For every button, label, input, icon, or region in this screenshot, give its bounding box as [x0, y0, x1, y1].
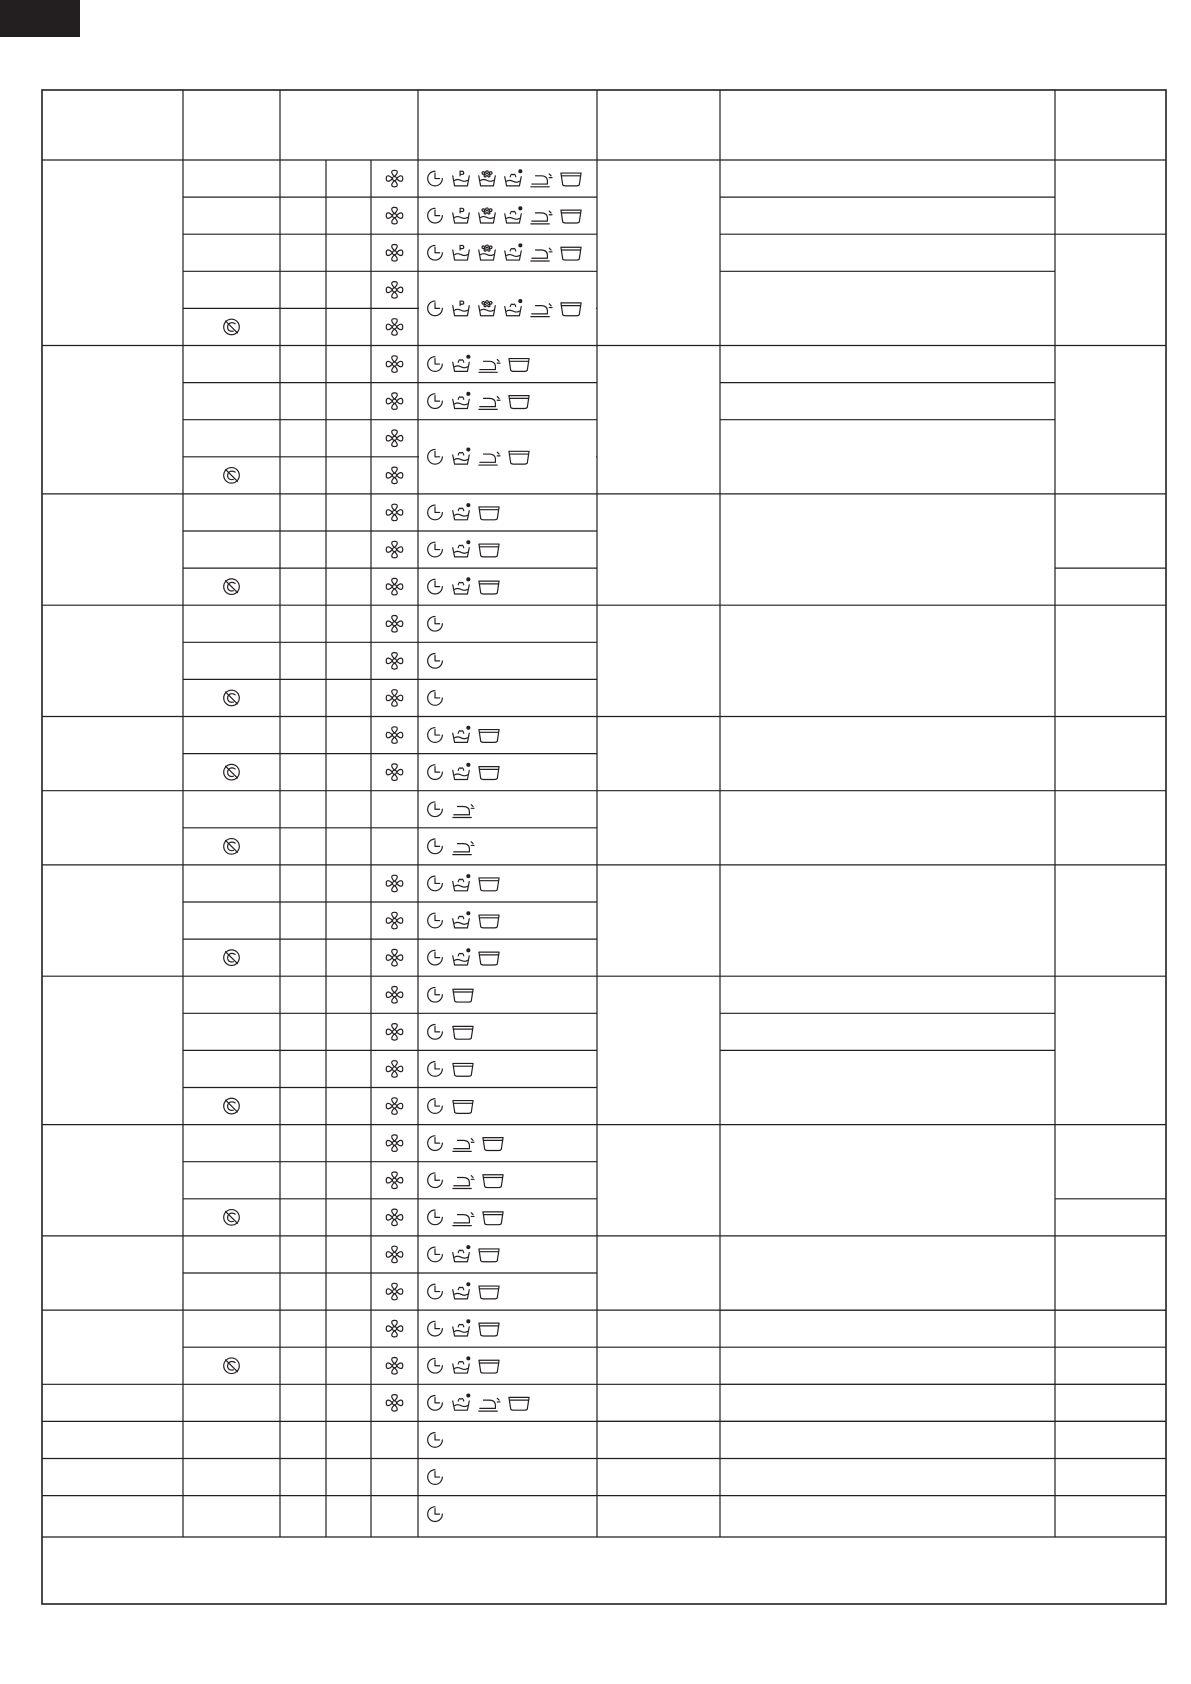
clock-icon	[428, 1099, 443, 1114]
rinse-plus-icon	[453, 355, 471, 372]
fan-icon	[386, 1098, 403, 1115]
fan-icon	[386, 949, 403, 966]
drum-icon	[479, 767, 499, 780]
rinse-plus-icon	[453, 503, 471, 520]
rinse-plus-icon	[453, 726, 471, 743]
fan-icon	[386, 1135, 403, 1152]
drum-icon	[453, 1101, 473, 1114]
drum-icon	[479, 1360, 499, 1373]
iron-icon	[453, 842, 474, 855]
clock-icon	[428, 1284, 443, 1299]
iron-icon	[479, 1398, 500, 1411]
no-prewash-icon	[224, 690, 240, 706]
fan-icon	[386, 1320, 403, 1337]
rinse-plus-icon	[453, 392, 471, 409]
fan-icon	[386, 356, 403, 373]
clock-icon	[428, 542, 443, 557]
fan-icon	[386, 1395, 403, 1412]
clock-icon	[428, 1396, 443, 1411]
rinse-plus-icon	[505, 206, 523, 223]
clock-icon	[428, 616, 443, 631]
clock-icon	[428, 950, 443, 965]
fan-icon	[386, 690, 403, 707]
fan-icon	[386, 764, 403, 781]
no-prewash-icon	[224, 764, 240, 780]
rinse-plus-icon	[453, 763, 471, 780]
fan-icon	[386, 170, 403, 187]
clock-icon	[428, 171, 443, 186]
drum-icon	[453, 1026, 473, 1039]
rinse-plus-icon	[453, 948, 471, 965]
fan-icon	[386, 1061, 403, 1078]
no-prewash-icon	[224, 579, 240, 595]
fan-icon	[386, 653, 403, 670]
drum-icon	[479, 878, 499, 891]
clock-icon	[428, 1173, 443, 1188]
drum-icon	[479, 507, 499, 520]
iron-icon	[453, 805, 474, 818]
clock-icon	[428, 1210, 443, 1225]
clock-icon	[428, 505, 443, 520]
iron-icon	[453, 1176, 474, 1189]
clock-icon	[428, 654, 443, 669]
drum-icon	[561, 247, 581, 260]
fan-icon	[386, 1358, 403, 1375]
drum-icon	[509, 396, 529, 409]
fan-icon	[386, 912, 403, 929]
clock-icon	[428, 1247, 443, 1262]
clock-icon	[428, 579, 443, 594]
drum-icon	[479, 952, 499, 965]
drum-icon	[479, 915, 499, 928]
drum-icon	[479, 730, 499, 743]
clock-icon	[428, 1321, 443, 1336]
fan-icon	[386, 504, 403, 521]
rinse-plus-icon	[505, 169, 523, 186]
fan-icon	[386, 1283, 403, 1300]
fan-icon	[386, 1209, 403, 1226]
iron-icon	[479, 397, 500, 410]
fan-icon	[386, 245, 403, 262]
no-prewash-icon	[224, 950, 240, 966]
drum-icon	[561, 210, 581, 223]
no-prewash-icon	[224, 1210, 240, 1226]
rinse-plus-icon	[453, 1356, 471, 1373]
clock-icon	[428, 1025, 443, 1040]
clock-icon	[428, 245, 443, 260]
iron-icon	[453, 1139, 474, 1152]
clock-icon	[428, 839, 443, 854]
fan-icon	[386, 727, 403, 744]
intensive-icon	[479, 208, 496, 223]
clock-icon	[428, 802, 443, 817]
clock-icon	[428, 691, 443, 706]
clock-icon	[428, 208, 443, 223]
drum-icon	[483, 1212, 503, 1225]
rinse-plus-icon	[453, 540, 471, 557]
drum-icon	[483, 1138, 503, 1151]
clock-icon	[428, 1470, 443, 1485]
drum-icon	[479, 1249, 499, 1262]
clock-icon	[428, 765, 443, 780]
iron-icon	[479, 359, 500, 372]
fan-icon	[386, 282, 403, 299]
fan-icon	[386, 430, 403, 447]
rinse-plus-icon	[453, 911, 471, 928]
fan-icon	[386, 541, 403, 558]
rinse-plus-icon	[505, 243, 523, 260]
fan-icon	[386, 1246, 403, 1263]
iron-icon	[453, 1213, 474, 1226]
table-frame	[42, 90, 1166, 1604]
drum-icon	[479, 581, 499, 594]
drum-icon	[479, 1323, 499, 1336]
no-prewash-icon	[224, 319, 240, 335]
iron-icon	[531, 211, 552, 224]
fan-icon	[386, 616, 403, 633]
fan-icon	[386, 875, 403, 892]
drum-icon	[509, 359, 529, 372]
clock-icon	[428, 728, 443, 743]
fan-icon	[386, 578, 403, 595]
fan-icon	[386, 1024, 403, 1041]
rinse-plus-icon	[453, 1319, 471, 1336]
clock-icon	[428, 1433, 443, 1448]
clock-icon	[428, 913, 443, 928]
fan-icon	[386, 987, 403, 1004]
merged-cell-mask	[419, 306, 596, 310]
intensive-icon	[479, 171, 496, 186]
clock-icon	[428, 357, 443, 372]
drum-icon	[479, 1286, 499, 1299]
no-prewash-icon	[224, 1098, 240, 1114]
rinse-plus-icon	[453, 1394, 471, 1411]
rinse-plus-icon	[453, 1245, 471, 1262]
fan-icon	[386, 393, 403, 410]
rinse-plus-icon	[453, 874, 471, 891]
clock-icon	[428, 394, 443, 409]
clock-icon	[428, 876, 443, 891]
drum-icon	[479, 544, 499, 557]
clock-icon	[428, 1136, 443, 1151]
fan-icon	[386, 1172, 403, 1189]
prewash-icon	[453, 208, 470, 223]
prewash-icon	[453, 245, 470, 260]
intensive-icon	[479, 245, 496, 260]
clock-icon	[428, 987, 443, 1002]
no-prewash-icon	[224, 839, 240, 855]
fan-icon	[386, 319, 403, 336]
iron-icon	[531, 248, 552, 261]
no-prewash-icon	[224, 468, 240, 484]
merged-cell-mask	[419, 455, 596, 459]
drum-icon	[483, 1175, 503, 1188]
clock-icon	[428, 1358, 443, 1373]
clock-icon	[428, 1507, 443, 1522]
no-prewash-icon	[224, 1358, 240, 1374]
clock-icon	[428, 1062, 443, 1077]
prewash-icon	[453, 171, 470, 186]
drum-icon	[561, 173, 581, 186]
rinse-plus-icon	[453, 577, 471, 594]
fan-icon	[386, 467, 403, 484]
drum-icon	[453, 1063, 473, 1076]
rinse-plus-icon	[453, 1282, 471, 1299]
drum-icon	[453, 989, 473, 1002]
iron-icon	[531, 174, 552, 187]
drum-icon	[509, 1397, 529, 1410]
fan-icon	[386, 207, 403, 224]
